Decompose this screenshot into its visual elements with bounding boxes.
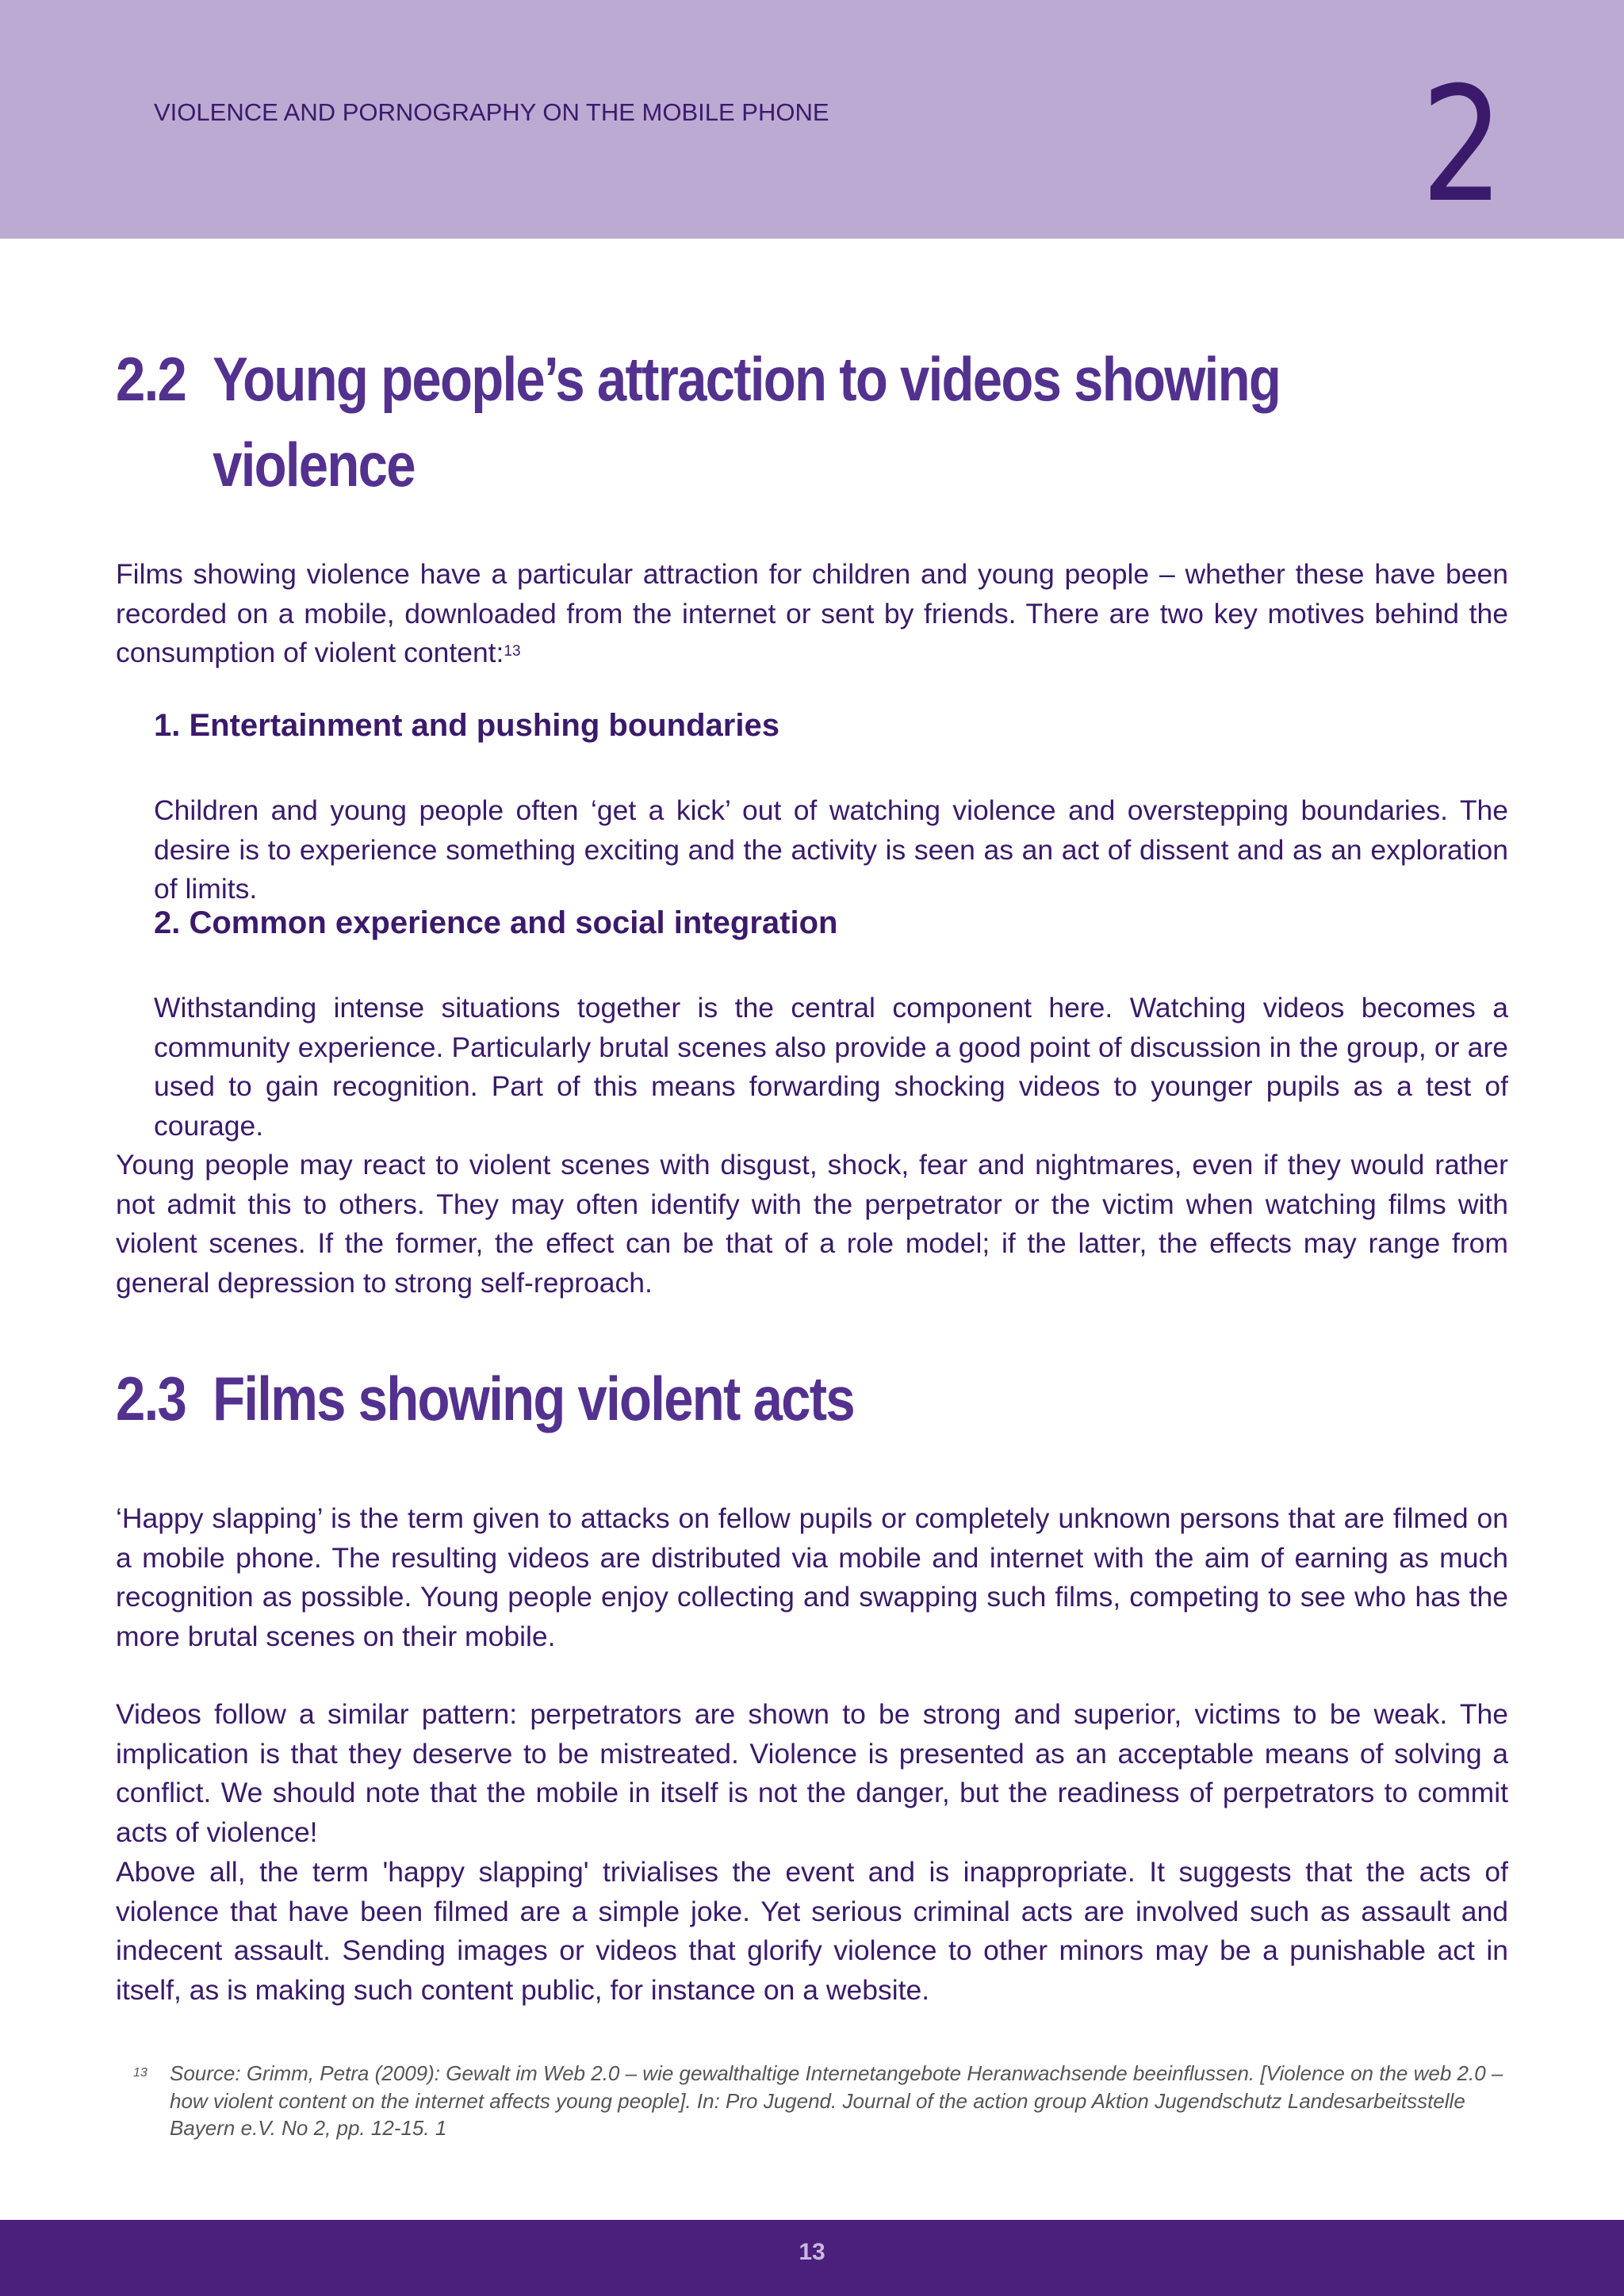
page-number: 13	[799, 2239, 825, 2265]
motive-2-heading: 2. Common experience and social integration	[154, 905, 838, 940]
page-footer	[0, 2220, 1624, 2296]
section-2-3-number: 2.3	[116, 1364, 186, 1433]
motive-2-text: Withstanding intense situations together is the central component here. Watching videos becomes a community experience. Particularly brutal scenes also provide a good point of discussion in the group, or are used to gain recognition. Part of this means forwarding shocking videos to younger pupils as a test of courage.	[154, 992, 1508, 1142]
footnote	[133, 2060, 1510, 2142]
page-header	[0, 0, 1624, 239]
footnote-text: Source: Grimm, Petra (2009): Gewalt im Web 2.0 – wie gewalthaltige Internetangebote Heranwachsende beeinflussen. [Violence on the web 2.0 – how violent content on the internet affects young people]. In: Pro Jugend. Journal of the action group Aktion Jugendschutz Landesarbeitsstelle Bayern e.V. No 2, pp. 12-15. 1	[170, 2061, 1503, 2140]
section-2-3-title: Films showing violent acts	[213, 1364, 854, 1433]
section-2-2-intro	[116, 555, 1508, 673]
section-2-2-title-line1: Young people’s attraction to videos showing	[213, 344, 1281, 414]
section-2-2-number: 2.2	[116, 344, 186, 414]
section-2-3-para-3: Above all, the term 'happy slapping' trivialises the event and is inappropriate. It suggests that the acts of violence that have been filmed are a simple joke. Yet serious criminal acts are involved such as assault and indecent assault. Sending images or videos that glorify violence to other minors may be a punishable act in itself, as is making such content public, for instance on a website.	[116, 1856, 1508, 2006]
section-2-3-para-1: ‘Happy slapping’ is the term given to attacks on fellow pupils or completely unknown persons that are filmed on a mobile phone. The resulting videos are distributed via mobile and internet with the aim of earning as much recognition as possible. Young people enjoy collecting and swapping such films, competing to see who has the more brutal scenes on their mobile.	[116, 1502, 1508, 1652]
motive-1-heading: 1. Entertainment and pushing boundaries	[154, 708, 779, 743]
section-2-3-para-2: Videos follow a similar pattern: perpetrators are shown to be strong and superior, victims to be weak. The implication is that they deserve to be mistreated. Violence is presented as an acceptable means of solving a conflict. We should note that the mobile in itself is not the danger, but the readiness of perpetrators to commit acts of violence!	[116, 1698, 1508, 1848]
chapter-number: 2	[1420, 53, 1503, 238]
footnote-mark: 13	[133, 2066, 147, 2080]
footnote-ref-13: 13	[504, 643, 521, 660]
running-header-title: VIOLENCE AND PORNOGRAPHY ON THE MOBILE PHONE	[154, 98, 829, 126]
motive-1-text: Children and young people often ‘get a kick’ out of watching violence and overstepping boundaries. The desire is to experience something exciting and the activity is seen as an act of dissent and as an exploration of limits.	[154, 794, 1508, 905]
section-2-2-heading	[116, 336, 1280, 507]
section-2-2-title-line2: violence	[213, 430, 415, 499]
section-2-3-heading	[116, 1356, 854, 1441]
section-2-2-closing: Young people may react to violent scenes with disgust, shock, fear and nightmares, even if they would rather not admit this to others. They may often identify with the perpetrator or the victim when watching films with violent scenes. If the former, the effect can be that of a role model; if the latter, the effects may range from general depression to strong self-reproach.	[116, 1149, 1508, 1299]
section-2-2-intro-text: Films showing violence have a particular attraction for children and young people – whether these have been recorded on a mobile, downloaded from the internet or sent by friends. There are two key motives behind the consumption of violent content:	[116, 558, 1508, 668]
